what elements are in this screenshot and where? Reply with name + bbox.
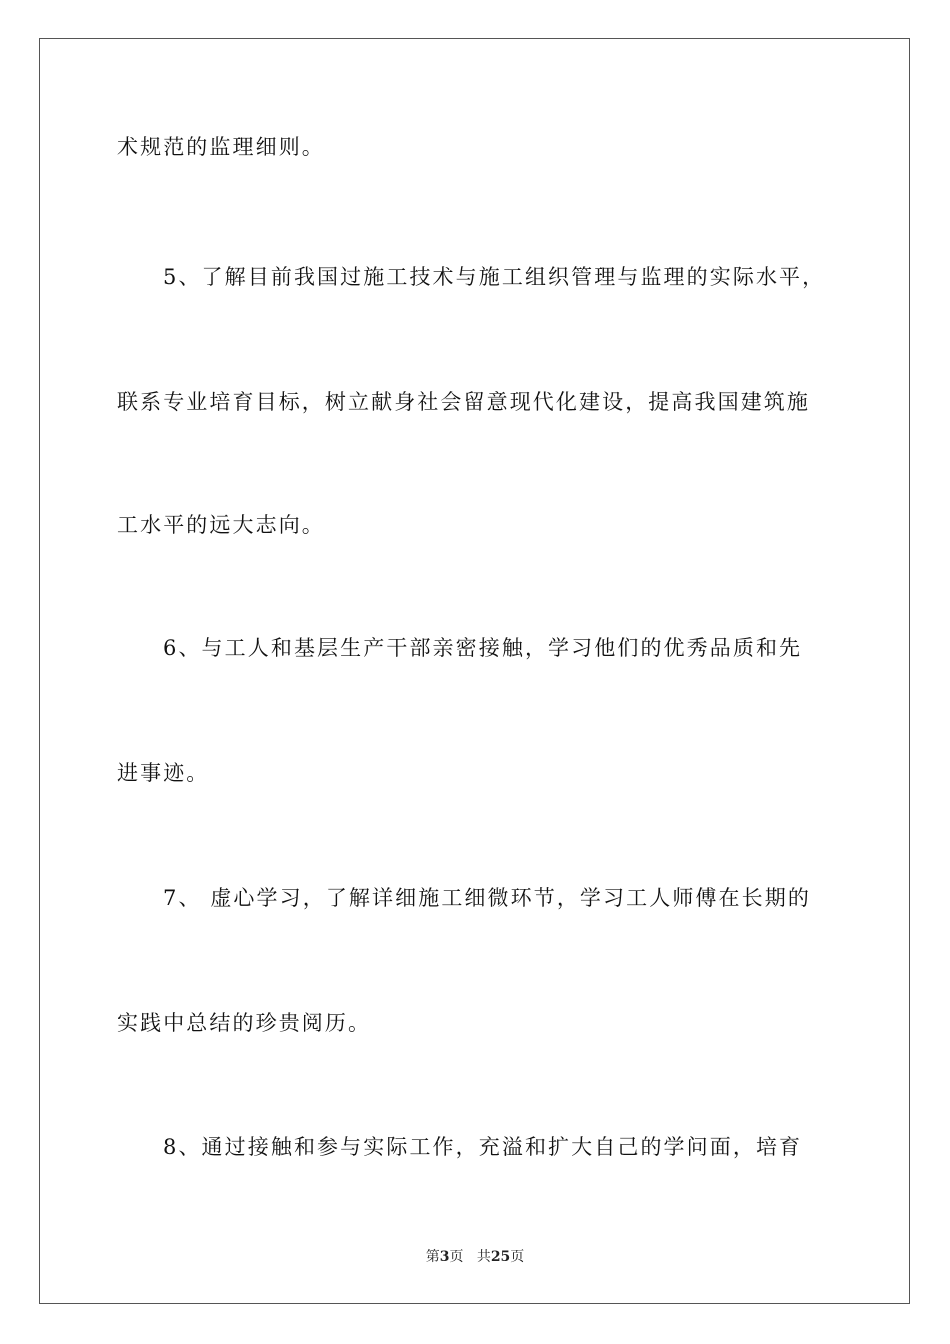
total-suffix: 页: [510, 1249, 525, 1265]
page-footer: [0, 1248, 950, 1266]
text-line: 6、与工人和基层生产干部亲密接触，学习他们的优秀品质和先: [163, 636, 803, 660]
text-line: 8、通过接触和参与实际工作，充溢和扩大自己的学问面，培育: [163, 1135, 803, 1159]
total-pages: 25: [490, 1249, 511, 1265]
page-number: 3: [439, 1249, 450, 1265]
text-line: 实践中总结的珍贵阅历。: [117, 1011, 372, 1035]
total-prefix: 共: [476, 1249, 491, 1265]
text-line: 工水平的远大志向。: [117, 513, 325, 537]
page-frame: [39, 38, 910, 1304]
page-suffix: 页: [449, 1249, 464, 1265]
text-line: 进事迹。: [117, 761, 210, 785]
page-prefix: 第: [425, 1249, 440, 1265]
text-line: 联系专业培育目标，树立献身社会留意现代化建设，提高我国建筑施: [117, 390, 810, 414]
text-line: 术规范的监理细则。: [117, 135, 325, 159]
text-line: 5、了解目前我国过施工技术与施工组织管理与监理的实际水平，: [163, 265, 826, 289]
text-line: 7、 虚心学习，了解详细施工细微环节，学习工人师傅在长期的: [163, 886, 811, 910]
